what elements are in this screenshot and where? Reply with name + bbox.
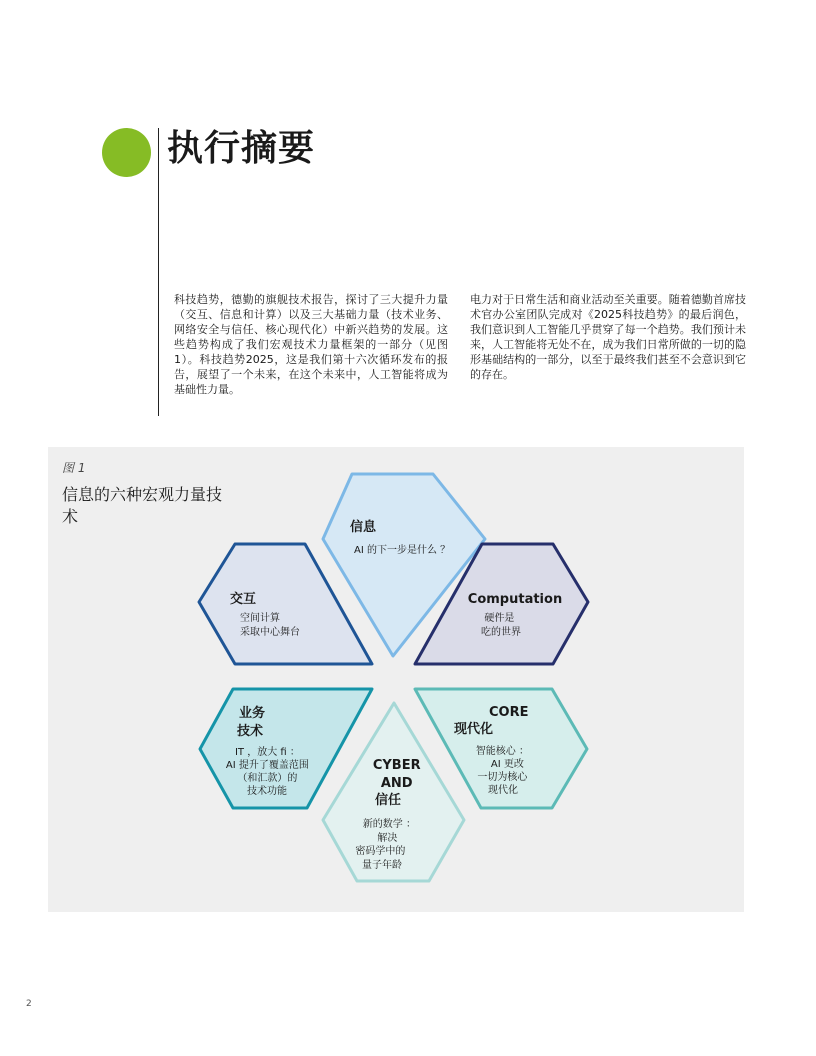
hex-cyber-sub-1: 新的数学 ：	[362, 819, 416, 830]
hex-cyber-title-1: CYBER	[372, 758, 421, 773]
hex-computation-sub-2: 吃的世界	[481, 627, 521, 638]
hex-core-sub-4: 现代化	[488, 785, 518, 796]
hex-interaction-sub-2: 采取中心舞台	[240, 627, 300, 638]
hex-info-sub: AI 的下一步是什么 ？	[354, 545, 451, 556]
hex-cyber-sub-3: 密码学中的	[355, 846, 406, 857]
body-text-column-1: 科技趋势，德勤的旗舰技术报告，探讨了三大提升力量（交互、信息和计算）以及三大基础力量（技术业务、网络安全与信任、核心现代化）中新兴趋势的发展。这些趋势构成了我们宏观技术力量框架的一部分（见图1）。科技趋势2025，这是我们第十六次循环发布的报告，展望了一个未来，在这个未来中，人工智能将成为基础性力量。	[174, 293, 448, 396]
hex-business-title-2: 技术	[237, 724, 264, 739]
hex-cyber-title-3: 信任	[374, 793, 402, 808]
page-number: 2	[26, 999, 32, 1009]
hex-business-sub-4: 技术功能	[247, 786, 287, 797]
hex-business-title-1: 业务	[239, 706, 266, 721]
hex-core-sub-3: 一切为核心	[477, 772, 528, 783]
vertical-divider	[158, 128, 159, 416]
hex-cyber-sub-4: 量子年龄	[362, 860, 402, 871]
hex-business-sub-2: AI 提升了覆盖范围	[225, 760, 309, 771]
figure-label: 图 1	[62, 461, 86, 475]
svg-text:Computation	[468, 592, 562, 607]
hex-core-sub-1: 智能核心 ：	[475, 746, 529, 757]
macro-forces-diagram	[48, 447, 744, 912]
svg-text:AI 的下一步是什么 ？	[354, 543, 450, 556]
hex-interaction-sub-1: 空间计算	[240, 613, 280, 624]
page-title: 执行摘要	[167, 128, 316, 169]
hex-computation-sub-1: 硬件是	[484, 613, 515, 624]
hex-interaction-title: 交互	[230, 592, 257, 607]
green-circle-accent	[102, 128, 151, 177]
hex-cyber-sub-2: 解决	[377, 833, 398, 844]
figure-1	[48, 447, 744, 912]
hex-core-title-2: 现代化	[454, 722, 494, 737]
svg-text:交互	[230, 591, 256, 607]
svg-text:信息	[350, 519, 377, 535]
body-text-column-2: 电力对于日常生活和商业活动至关重要。随着德勤首席技术官办公室团队完成对《2025科技趋势》的最后润色，我们意识到人工智能几乎贯穿了每一个趋势。我们预计未来，人工智能将无处不在，成为我们日常所做的一切的隐形基础结构的一部分，以至于最终我们甚至不会意识到它的存在。	[470, 293, 746, 381]
figure-title: 信息的六种宏观力量技术	[62, 485, 223, 526]
hex-info-title: 信息	[350, 520, 377, 535]
hex-business-sub-1: IT ，放大 fi ：	[234, 747, 300, 758]
hex-core-sub-2: AI 更改	[490, 759, 524, 770]
hex-computation-title: Computation	[467, 592, 563, 607]
hex-core-title-1: CORE	[489, 705, 529, 720]
hex-business-sub-3: （和汇款）的	[237, 773, 298, 784]
hex-cyber-title-2: AND	[380, 776, 413, 791]
